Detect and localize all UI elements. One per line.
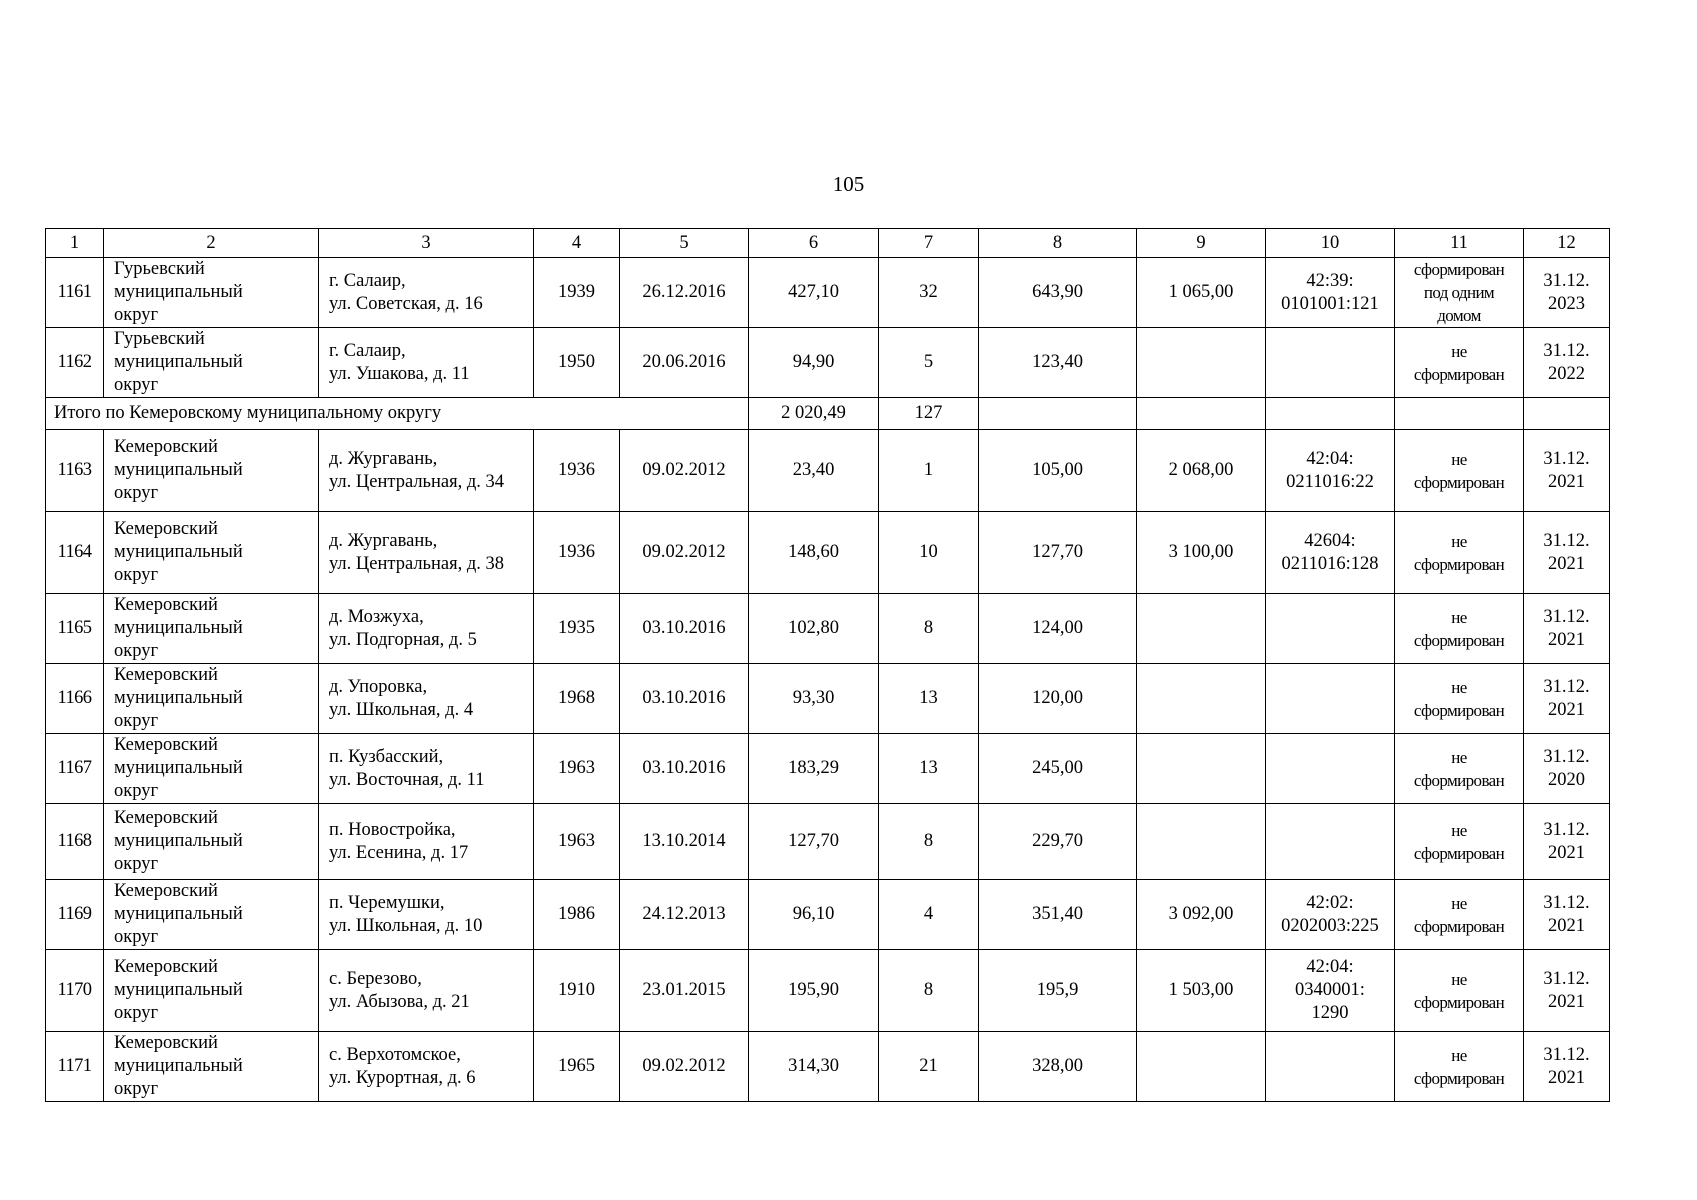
row-number-cell: 1162 — [46, 328, 104, 398]
area-cell: 23,40 — [749, 430, 879, 512]
year-cell: 1963 — [534, 734, 620, 804]
subtotal-row — [46, 398, 1610, 430]
column-number: 1 — [46, 229, 104, 258]
cadastral-number-cell: 42604: 0211016:128 — [1266, 512, 1395, 594]
land-status-cell: не сформирован — [1395, 594, 1524, 664]
land-area-cell — [1137, 734, 1266, 804]
year-cell: 1936 — [534, 512, 620, 594]
housing-registry-table — [45, 228, 1610, 1102]
district-cell: Гурьевский муниципальный округ — [104, 328, 319, 398]
table-row — [46, 804, 1610, 880]
subtotal-area: 2 020,49 — [749, 398, 879, 430]
district-cell: Кемеровский муниципальный округ — [104, 950, 319, 1032]
land-area-cell: 2 068,00 — [1137, 430, 1266, 512]
column-number: 3 — [319, 229, 534, 258]
total-area-cell: 328,00 — [979, 1032, 1137, 1102]
address-cell: с. Березово, ул. Абызова, д. 21 — [319, 950, 534, 1032]
year-cell: 1965 — [534, 1032, 620, 1102]
deadline-cell: 31.12. 2021 — [1524, 664, 1610, 734]
total-area-cell: 105,00 — [979, 430, 1137, 512]
district-cell: Кемеровский муниципальный округ — [104, 880, 319, 950]
date-cell: 09.02.2012 — [620, 512, 749, 594]
row-number-cell: 1165 — [46, 594, 104, 664]
land-area-cell — [1137, 328, 1266, 398]
cadastral-number-cell — [1266, 1032, 1395, 1102]
cadastral-number-cell: 42:04: 0211016:22 — [1266, 430, 1395, 512]
cadastral-number-cell — [1266, 734, 1395, 804]
address-cell: п. Кузбасский, ул. Восточная, д. 11 — [319, 734, 534, 804]
deadline-cell: 31.12. 2021 — [1524, 1032, 1610, 1102]
district-cell: Кемеровский муниципальный округ — [104, 594, 319, 664]
table-row — [46, 430, 1610, 512]
area-cell: 148,60 — [749, 512, 879, 594]
year-cell: 1950 — [534, 328, 620, 398]
date-cell: 23.01.2015 — [620, 950, 749, 1032]
residents-cell: 8 — [879, 594, 979, 664]
address-cell: д. Жургавань, ул. Центральная, д. 38 — [319, 512, 534, 594]
row-number-cell: 1166 — [46, 664, 104, 734]
address-cell: д. Жургавань, ул. Центральная, д. 34 — [319, 430, 534, 512]
row-number-cell: 1163 — [46, 430, 104, 512]
total-area-cell: 643,90 — [979, 258, 1137, 328]
cadastral-number-cell — [1266, 594, 1395, 664]
subtotal-label: Итого по Кемеровскому муниципальному округу — [46, 398, 749, 430]
row-number-cell: 1170 — [46, 950, 104, 1032]
date-cell: 03.10.2016 — [620, 734, 749, 804]
column-number: 8 — [979, 229, 1137, 258]
district-cell: Кемеровский муниципальный округ — [104, 804, 319, 880]
area-cell: 127,70 — [749, 804, 879, 880]
residents-cell: 10 — [879, 512, 979, 594]
area-cell: 195,90 — [749, 950, 879, 1032]
deadline-cell: 31.12. 2023 — [1524, 258, 1610, 328]
residents-cell: 32 — [879, 258, 979, 328]
residents-cell: 1 — [879, 430, 979, 512]
cadastral-number-cell: 42:02: 0202003:225 — [1266, 880, 1395, 950]
land-area-cell — [1137, 1032, 1266, 1102]
residents-cell: 4 — [879, 880, 979, 950]
subtotal-empty-cell — [979, 398, 1137, 430]
subtotal-empty-cell — [1137, 398, 1266, 430]
district-cell: Кемеровский муниципальный округ — [104, 512, 319, 594]
district-cell: Кемеровский муниципальный округ — [104, 734, 319, 804]
column-number: 5 — [620, 229, 749, 258]
residents-cell: 21 — [879, 1032, 979, 1102]
date-cell: 03.10.2016 — [620, 664, 749, 734]
land-status-cell: не сформирован — [1395, 804, 1524, 880]
column-number: 10 — [1266, 229, 1395, 258]
table-row — [46, 880, 1610, 950]
date-cell: 13.10.2014 — [620, 804, 749, 880]
total-area-cell: 124,00 — [979, 594, 1137, 664]
table-row — [46, 258, 1610, 328]
table-row — [46, 328, 1610, 398]
residents-cell: 8 — [879, 804, 979, 880]
table-row — [46, 512, 1610, 594]
land-status-cell: не сформирован — [1395, 512, 1524, 594]
land-area-cell — [1137, 804, 1266, 880]
address-cell: с. Верхотомское, ул. Курортная, д. 6 — [319, 1032, 534, 1102]
date-cell: 20.06.2016 — [620, 328, 749, 398]
total-area-cell: 120,00 — [979, 664, 1137, 734]
date-cell: 09.02.2012 — [620, 430, 749, 512]
year-cell: 1939 — [534, 258, 620, 328]
area-cell: 314,30 — [749, 1032, 879, 1102]
year-cell: 1968 — [534, 664, 620, 734]
row-number-cell: 1167 — [46, 734, 104, 804]
subtotal-empty-cell — [1395, 398, 1524, 430]
land-status-cell: не сформирован — [1395, 950, 1524, 1032]
total-area-cell: 195,9 — [979, 950, 1137, 1032]
residents-cell: 13 — [879, 664, 979, 734]
address-cell: п. Новостройка, ул. Есенина, д. 17 — [319, 804, 534, 880]
deadline-cell: 31.12. 2022 — [1524, 328, 1610, 398]
column-number: 7 — [879, 229, 979, 258]
cadastral-number-cell: 42:39: 0101001:121 — [1266, 258, 1395, 328]
deadline-cell: 31.12. 2021 — [1524, 512, 1610, 594]
cadastral-number-cell: 42:04: 0340001: 1290 — [1266, 950, 1395, 1032]
land-area-cell: 3 100,00 — [1137, 512, 1266, 594]
district-cell: Кемеровский муниципальный округ — [104, 430, 319, 512]
land-area-cell: 3 092,00 — [1137, 880, 1266, 950]
column-number: 2 — [104, 229, 319, 258]
area-cell: 183,29 — [749, 734, 879, 804]
residents-cell: 13 — [879, 734, 979, 804]
district-cell: Гурьевский муниципальный округ — [104, 258, 319, 328]
date-cell: 09.02.2012 — [620, 1032, 749, 1102]
address-cell: д. Упоровка, ул. Школьная, д. 4 — [319, 664, 534, 734]
row-number-cell: 1171 — [46, 1032, 104, 1102]
column-number: 9 — [1137, 229, 1266, 258]
table-row — [46, 950, 1610, 1032]
district-cell: Кемеровский муниципальный округ — [104, 1032, 319, 1102]
area-cell: 427,10 — [749, 258, 879, 328]
address-cell: г. Салаир, ул. Ушакова, д. 11 — [319, 328, 534, 398]
deadline-cell: 31.12. 2021 — [1524, 430, 1610, 512]
column-number: 11 — [1395, 229, 1524, 258]
table-row — [46, 1032, 1610, 1102]
table-row — [46, 734, 1610, 804]
deadline-cell: 31.12. 2021 — [1524, 880, 1610, 950]
year-cell: 1935 — [534, 594, 620, 664]
deadline-cell: 31.12. 2021 — [1524, 950, 1610, 1032]
total-area-cell: 245,00 — [979, 734, 1137, 804]
page-number: 105 — [832, 172, 865, 196]
table-row — [46, 664, 1610, 734]
column-number: 4 — [534, 229, 620, 258]
land-status-cell: не сформирован — [1395, 430, 1524, 512]
deadline-cell: 31.12. 2021 — [1524, 804, 1610, 880]
land-area-cell — [1137, 594, 1266, 664]
district-cell: Кемеровский муниципальный округ — [104, 664, 319, 734]
land-status-cell: не сформирован — [1395, 880, 1524, 950]
total-area-cell: 123,40 — [979, 328, 1137, 398]
row-number-cell: 1161 — [46, 258, 104, 328]
cadastral-number-cell — [1266, 328, 1395, 398]
area-cell: 102,80 — [749, 594, 879, 664]
total-area-cell: 229,70 — [979, 804, 1137, 880]
row-number-cell: 1164 — [46, 512, 104, 594]
subtotal-empty-cell — [1524, 398, 1610, 430]
row-number-cell: 1168 — [46, 804, 104, 880]
subtotal-residents: 127 — [879, 398, 979, 430]
land-status-cell: не сформирован — [1395, 664, 1524, 734]
cadastral-number-cell — [1266, 664, 1395, 734]
column-number-row — [46, 229, 1610, 258]
date-cell: 26.12.2016 — [620, 258, 749, 328]
cadastral-number-cell — [1266, 804, 1395, 880]
land-status-cell: сформирован под одним домом — [1395, 258, 1524, 328]
residents-cell: 8 — [879, 950, 979, 1032]
total-area-cell: 127,70 — [979, 512, 1137, 594]
table-row — [46, 594, 1610, 664]
address-cell: г. Салаир, ул. Советская, д. 16 — [319, 258, 534, 328]
column-number: 6 — [749, 229, 879, 258]
table-body — [46, 229, 1610, 1102]
year-cell: 1910 — [534, 950, 620, 1032]
total-area-cell: 351,40 — [979, 880, 1137, 950]
land-area-cell — [1137, 664, 1266, 734]
land-status-cell: не сформирован — [1395, 734, 1524, 804]
year-cell: 1936 — [534, 430, 620, 512]
column-number: 12 — [1524, 229, 1610, 258]
address-cell: п. Черемушки, ул. Школьная, д. 10 — [319, 880, 534, 950]
date-cell: 24.12.2013 — [620, 880, 749, 950]
address-cell: д. Мозжуха, ул. Подгорная, д. 5 — [319, 594, 534, 664]
area-cell: 93,30 — [749, 664, 879, 734]
subtotal-empty-cell — [1266, 398, 1395, 430]
date-cell: 03.10.2016 — [620, 594, 749, 664]
land-area-cell: 1 503,00 — [1137, 950, 1266, 1032]
area-cell: 94,90 — [749, 328, 879, 398]
deadline-cell: 31.12. 2020 — [1524, 734, 1610, 804]
row-number-cell: 1169 — [46, 880, 104, 950]
land-status-cell: не сформирован — [1395, 1032, 1524, 1102]
year-cell: 1963 — [534, 804, 620, 880]
land-status-cell: не сформирован — [1395, 328, 1524, 398]
year-cell: 1986 — [534, 880, 620, 950]
land-area-cell: 1 065,00 — [1137, 258, 1266, 328]
area-cell: 96,10 — [749, 880, 879, 950]
residents-cell: 5 — [879, 328, 979, 398]
deadline-cell: 31.12. 2021 — [1524, 594, 1610, 664]
